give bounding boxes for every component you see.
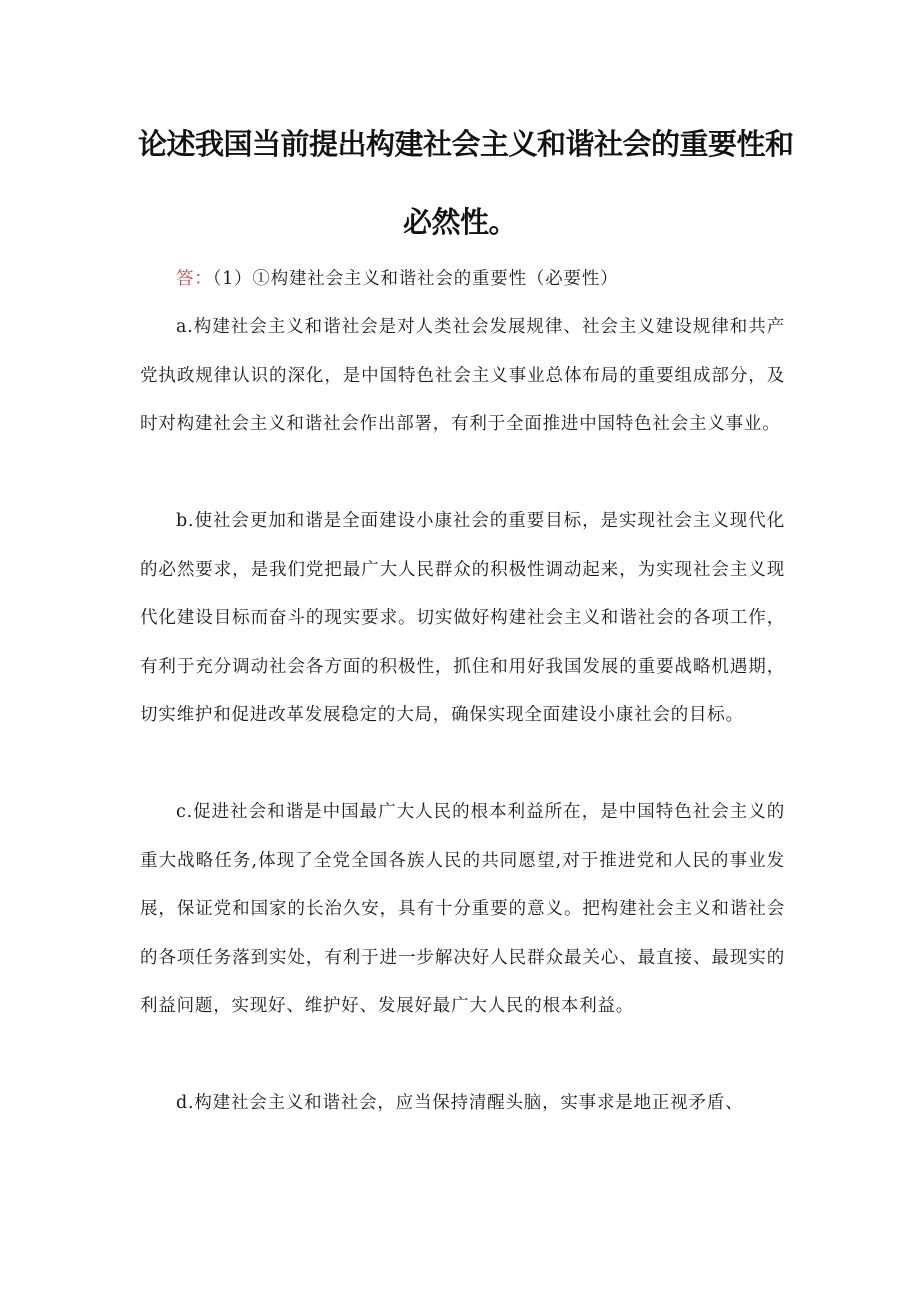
answer-heading-line [140,255,785,304]
paragraph-d: d.构建社会主义和谐社会，应当保持清醒头脑，实事求是地正视矛盾、 [176,1093,744,1113]
answer-heading: （1）①构建社会主义和谐社会的重要性（必要性） [212,269,619,289]
paragraph-b: b.使社会更加和谐是全面建设小康社会的重要目标，是实现社会主义现代化的必然要求，是我们党把最广大人民群众的积极性调动起来，为实现社会主义现代化建设目标而奋斗的现实要求。切实做好构建社会主义和谐社会的各项工作，有利于充分调动社会各方面的积极性，抓住和用好我国发展的重要战略机遇期，切实维护和促进改革发展稳定的大局，确保实现全面建设小康社会的目标。 [140,511,785,725]
paragraph-c: c.促进社会和谐是中国最广大人民的根本利益所在，是中国特色社会主义的重大战略任务,体现了全党全国各族人民的共同愿望,对于推进党和人民的事业发展，保证党和国家的长治久安，具有十分重要的意义。把构建社会主义和谐社会的各项任务落到实处，有利于进一步解决好人民群众最关心、最直接、最现实的利益问题，实现好、维护好、发展好最广大人民的根本利益。 [140,802,785,1016]
answer-label: 答： [176,269,213,289]
document-title-line-2: 必然性。 [402,205,517,239]
paragraph-a: a.构建社会主义和谐社会是对人类社会发展规律、社会主义建设规律和共产党执政规律认识的深化，是中国特色社会主义事业总体布局的重要组成部分，及时对构建社会主义和谐社会作出部署，有利于全面推进中国特色社会主义事业。 [140,317,785,434]
document-title-line-1: 论述我国当前提出构建社会主义和谐社会的重要性和 [138,127,794,161]
